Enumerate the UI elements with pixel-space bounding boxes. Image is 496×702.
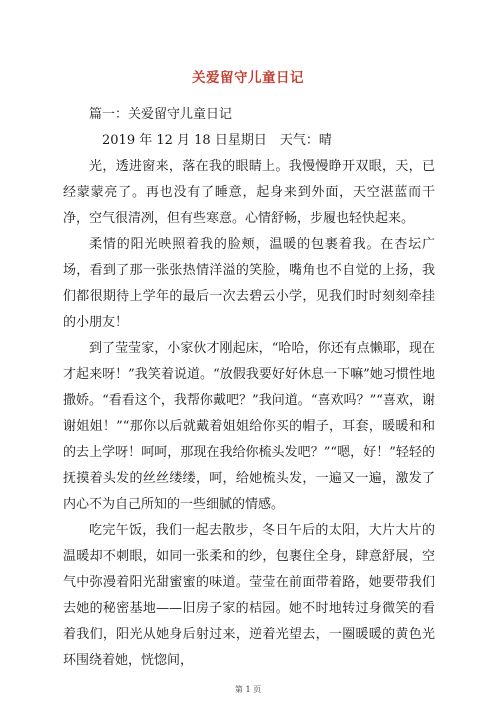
section-heading: 篇一：关爱留守儿童日记 (89, 107, 233, 122)
document-body (63, 102, 435, 674)
date-weather-line: 2019 年 12 月 18 日星期日 天气：晴 (102, 133, 332, 148)
document-title: 关爱留守儿童日记 (192, 70, 304, 86)
paragraph-2: 柔情的阳光映照着我的脸颊，温暖的包裹着我。在杏坛广场，看到了那一张张热情洋溢的笑脸，嘴角也不自觉的上扬，我们都很期待上学年的最后一次去碧云小学，见我们时时刻刻牵挂的小朋友！ (63, 237, 435, 330)
paragraph-1: 光，透进窗来，落在我的眼睛上。我慢慢睁开双眼，天，已经蒙蒙亮了。再也没有了睡意，起身来到外面，天空湛蓝而干净，空气很清冽，但有些寒意。心情舒畅，步履也轻快起来。 (63, 159, 435, 226)
paragraph-3: 到了莹莹家，小家伙才刚起床，“哈哈，你还有点懒耶，现在才起来呀！”我笑着说道。“放假我要好好休息一下嘛”她习惯性地撒娇。“看看这个，我帮你戴吧？”我问道。“喜欢吗？”“喜欢，谢谢姐姐！”“那你以后就戴着姐姐给你买的帽子，耳套，暖暖和和的去上学呀！呵呵，那现在我给你梳头发吧？”“嗯，好！”轻轻的抚摸着头发的丝丝缕缕，呵，给她梳头发，一遍又一遍，激发了内心不为自己所知的一些细腻的情感。 (63, 341, 435, 512)
page-number: 第 1 页 (234, 685, 262, 694)
paragraph-4: 吃完午饭，我们一起去散步，冬日午后的太阳，大片大片的温暖却不刺眼，如同一张柔和的纱，包裹住全身，肆意舒展，空气中弥漫着阳光甜蜜蜜的味道。莹莹在前面带着路，她要带我们去她的秘密基地——旧房子家的桔园。她不时地转过身微笑的看着我们，阳光从她身后射过来，逆着光望去，一圈暖暖的黄色光环围绕着她，恍惚间， (63, 523, 435, 668)
